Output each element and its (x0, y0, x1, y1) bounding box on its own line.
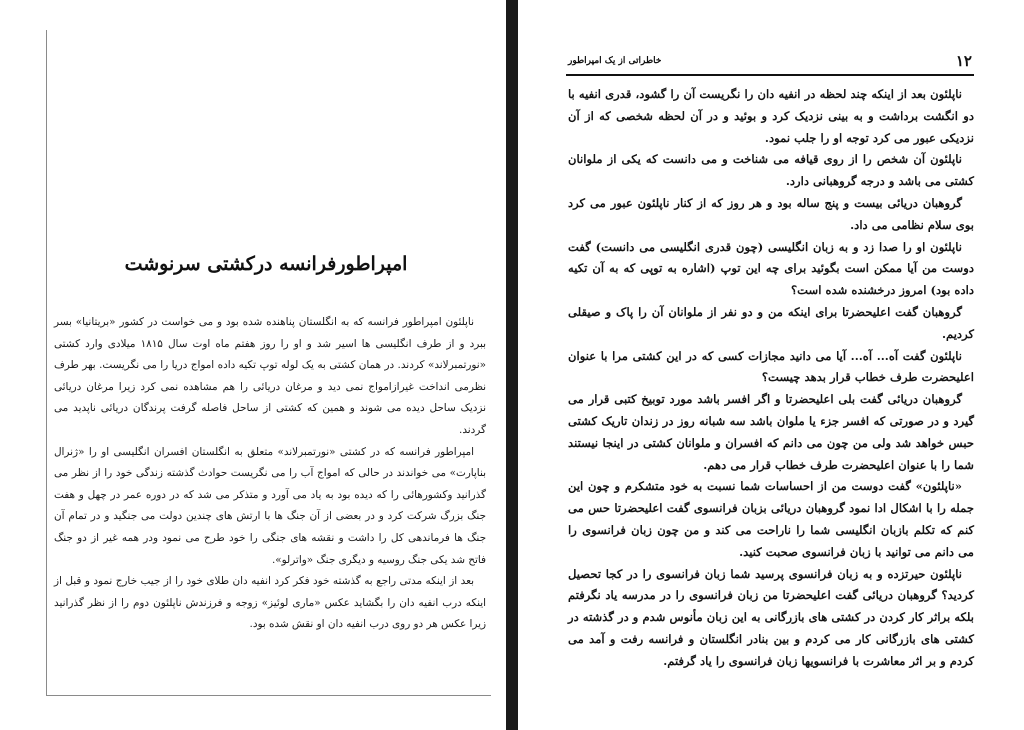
paragraph: ناپلئون آن شخص را از روی قیافه می شناخت و می دانست که یکی از ملوانان کشتی می باشد و درجه گروهبانی دارد. (568, 152, 974, 189)
left-page-body (54, 312, 486, 636)
left-margin (0, 0, 36, 730)
paragraph: ناپلئون او را صدا زد و به زبان انگلیسی (چون قدری انگلیسی می دانست) گفت دوست من آیا ممکن است بگوئید برای چه این توپ (اشاره به توپی که به آن تکیه داده بود) امروز درخشنده شده است؟ (568, 239, 974, 298)
right-page-body (568, 84, 974, 673)
paragraph: ناپلئون گفت آه... آه... آیا می دانید مجازات کسی که در این کشتی مرا با عنوان اعلیحضرت طرف خطاب قرار بدهد چیست؟ (568, 348, 974, 385)
left-page (36, 0, 506, 730)
paragraph: ناپلئون حیرتزده و به زبان فرانسوی پرسید شما زبان فرانسوی را در کجا تحصیل کردید؟ گروهبان دریائی گفت اعلیحضرتا من زبان فرانسوی را در مدرسه یاد نگرفتم بلکه براثر کار کردن در کشتی های بازرگانی به این زبان مأنوس شدم و در گذشته در کشتی های بازرگانی کار می کردم و بین بنادر انگلستان و فرانسه رفت و آمد می کردم و بر اثر معاشرت با فرانسویها زبان فرانسوی را یاد گرفتم. (568, 566, 974, 668)
paragraph: بعد از اینکه مدتی راجع به گذشته خود فکر کرد انفیه دان طلای خود را از جیب خارج نمود و قبل از اینکه درب انفیه دان را بگشاید عکس «ماری لوئیز» زوجه و فرزندش ناپلئون دوم را از نظر گذرانید زیرا عکس هر دو روی درب انفیه دان او نقش شده بود. (54, 575, 486, 631)
running-head (566, 52, 974, 76)
paragraph: گروهبان دریائی گفت بلی اعلیحضرتا و اگر افسر باشد مورد توبیخ کتبی قرار می گیرد و در صورتی که افسر جزء یا ملوان باشد سه شبانه روز در زندان تاریک کشتی حبس خواهد شد ولی من چون می دانم که افسران و ملوانان کشتی در اینجا نیستند شما را با عنوان اعلیحضرت طرف خطاب قرار می دهم. (568, 392, 974, 472)
book-spine (506, 0, 518, 730)
paragraph: ناپلئون بعد از اینکه چند لحظه در انفیه دان را نگریست آن را گشود، قدری انفیه با دو انگشت برداشت و به بینی نزدیک کرد و بوئید و در آن لحظه شخصی که از آن نزدیکی عبور می کرد توجه او را جلب نمود. (568, 87, 974, 145)
paragraph: ناپلئون امپراطور فرانسه که به انگلستان پناهنده شده بود و می خواست در کشور «بریتانیا» بسر ببرد و از طرف انگلیسی ها اسیر شد و او را روز هفتم ماه اوت سال ۱۸۱۵ میلادی وارد کشتی «نورتمبرلاند» کردند. در همان کشتی به یک لوله توپ تکیه داده امواج دریا را می نگریست. بهر طرف نظرمی انداخت غیرازامواج نمی دید و مرغان دریائی را هم مشاهده نمی کرد زیرا مرغان دریائی نزدیک ساحل دیده می شوند و همین که کشتی از ساحل فاصله گرفت پرندگان دریائی ناپدید می گردند. (54, 316, 486, 436)
paragraph: گروهبان دریائی بیست و پنج ساله بود و هر روز که از کنار ناپلئون عبور می کرد بوی سلام نظامی می داد. (568, 195, 974, 232)
paragraph: گروهبان گفت اعلیحضرتا برای اینکه من و دو نفر از ملوانان آن را پاک و صیقلی کردیم. (568, 304, 974, 341)
paragraph: «ناپلئون» گفت دوست من از احساسات شما نسبت به خود متشکرم و چون این جمله را با اشکال ادا نمود گروهبان دریائی بزبان فرانسوی گفت اعلیحضرتا حس می کنم که تکلم بازبان انگلیسی شما را ناراحت می کند و من چون زبان فرانسوی را می دانم می توانید با زبان فرانسوی صحبت کنید. (568, 479, 974, 559)
paragraph: امپراطور فرانسه که در کشتی «نورتمبرلاند» متعلق به انگلستان افسران انگلیسی او را «ژنرال بناپارت» می خواندند در حالی که امواج آب را می نگریست حوادث گذشته زندگی خود را از نظر می گذرانید وکشورهائی را که دیده بود به یاد می آورد و متذکر می شد که در دوره عمر در چهل و هفت جنگ بزرگ شرکت کرد و در بعضی از آن جنگ ها با ارتش های چندین دولت می جنگید و در تمام آن جنگ ها فرماندهی کل را داشت و نقشه های جنگی را خود طرح می نمود ودر همه غیر از دو جنگ فاتح شد یکی جنگ روسیه و دیگری جنگ «واترلو». (54, 445, 486, 566)
running-head-title: خاطراتی از یک امپراطور (568, 56, 662, 66)
chapter-title: امپراطورفرانسه درکشتی سرنوشت (124, 253, 408, 275)
page-number: ۱۲ (955, 52, 972, 70)
right-page (518, 0, 1024, 730)
